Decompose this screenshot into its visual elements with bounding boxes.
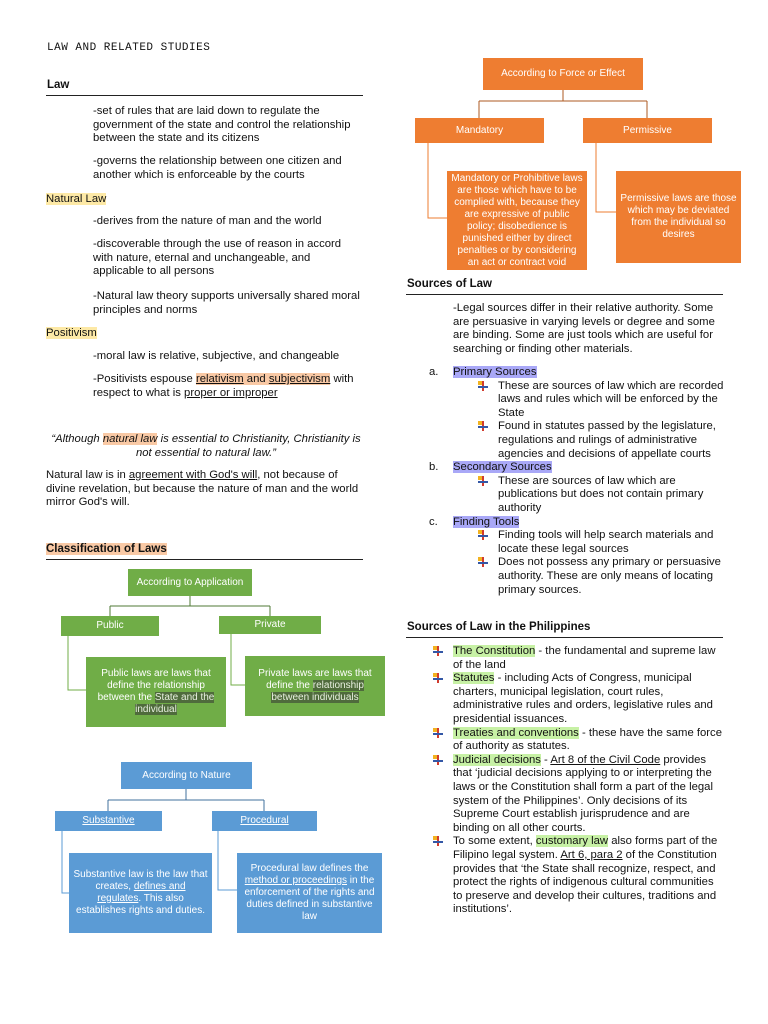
public-law-description: Public laws are laws that define the relationship between the State and the individual (86, 657, 226, 727)
primary-sources-label: Primary Sources (453, 366, 537, 378)
list-item: Found in statutes passed by the legislature, regulations and rulings of administrative agencies and decisions of appellate courts (474, 420, 729, 461)
diagram-node-permissive: Permissive (583, 118, 712, 143)
quote: “Although natural law is essential to Christianity, Christianity is not essential to natural law.” (51, 433, 361, 459)
procedural-law-description: Procedural law defines the method or proceedings in the enforcement of the rights and duties defined in substantive law (237, 853, 382, 933)
natural-law-point-1: -derives from the nature of man and the world (93, 215, 322, 227)
diagram-node-substantive: Substantive (55, 811, 162, 831)
natural-law-heading: Natural Law (46, 193, 107, 205)
bullet-icon (433, 646, 443, 656)
diagram-node-procedural: Procedural (212, 811, 317, 831)
law-definition-2: -governs the relationship between one citizen and another which is enforceable by the courts (93, 155, 342, 181)
diagram-node-public: Public (61, 616, 159, 636)
positivism-point-1: -moral law is relative, subjective, and changeable (93, 350, 340, 362)
bullet-icon (433, 673, 443, 683)
secondary-sources-label: Secondary Sources (453, 461, 552, 474)
list-item: a. Primary Sources These are sources of law which are recorded laws and rules which will be enforced by the State Found in statutes passed by the legislature, regulations and rulings of administrative agencies and decisions of appellate courts (429, 366, 729, 461)
ph-sources-list (429, 645, 725, 917)
document-title: LAW AND RELATED STUDIES (47, 42, 211, 54)
list-item: Does not possess any primary or persuasive authority. These are only means of locating primary sources. (474, 556, 729, 597)
list-item: c. Finding Tools Finding tools will help search materials and locate these legal sources Does not possess any primary or persuasive authority. These are only means of locating primary sources. (429, 516, 729, 598)
divider (406, 637, 723, 638)
diagram-node-mandatory: Mandatory (415, 118, 544, 143)
bullet-icon (433, 728, 443, 738)
list-item: The Constitution - the fundamental and supreme law of the land (429, 645, 725, 672)
law-heading: Law (47, 79, 70, 91)
list-item: b. Secondary Sources These are sources of law which are publications but does not contain primary authority (429, 461, 729, 515)
list-item: Judicial decisions - Art 8 of the Civil Code provides that ‘judicial decisions applying to or interpreting the laws or the Constitution shall form a part of the legal system of the Philippines’. Only decisions of its Supreme Court establish jurisprudence and are binding on all other courts. (429, 754, 725, 836)
natural-law-point-2: -discoverable through the use of reason in accord with nature, eternal and unchangeable, and applicable to all persons (93, 238, 342, 278)
divider (406, 294, 723, 295)
bullet-icon (433, 836, 443, 846)
bullet-icon (478, 530, 488, 540)
diagram-node-private: Private (219, 616, 321, 634)
sources-heading: Sources of Law (407, 278, 492, 290)
list-item: These are sources of law which are recorded laws and rules which will be enforced by the State (474, 380, 729, 421)
diagram-root-application: According to Application (128, 569, 252, 596)
finding-tools-label: Finding Tools (453, 515, 520, 528)
ph-sources-heading: Sources of Law in the Philippines (407, 621, 591, 633)
bullet-icon (478, 476, 488, 486)
bullet-icon (478, 557, 488, 567)
private-law-description: Private laws are laws that define the relationship between individuals (245, 656, 385, 716)
positivism-heading: Positivism (46, 327, 97, 339)
list-item: To some extent, customary law also forms part of the Filipino legal system. Art 6, para 2 of the Constitution provides that ‘the State shall recognize, respect, and protect the rights of indigenous cultural communities to preserve and develop their cultures, traditions and institutions’. (429, 835, 725, 917)
law-definition-1: -set of rules that are laid down to regulate the government of the state and control the relationship between the state and its citizens (93, 105, 351, 145)
substantive-law-description: Substantive law is the law that creates, defines and regulates. This also establishes rights and duties. (69, 853, 212, 933)
bullet-icon (478, 381, 488, 391)
list-item: These are sources of law which are publications but does not contain primary authority (474, 475, 729, 516)
sources-list (429, 366, 729, 597)
sources-intro: -Legal sources differ in their relative authority. Some are persuasive in varying levels or degree and some are binding. Some are just tools which are useful for searching or finding other materials. (453, 302, 715, 355)
bullet-icon (478, 421, 488, 431)
diagram-root-nature: According to Nature (121, 762, 252, 789)
mandatory-law-description: Mandatory or Prohibitive laws are those which have to be complied with, because they are expressive of public policy; disobedience is punished either by direct penalties or by considering an act or contract void (447, 171, 587, 270)
list-item: Statutes - including Acts of Congress, municipal charters, municipal legislation, court rules, administrative rules and orders, legislative rules and presidential issuances. (429, 672, 725, 726)
positivism-point-2: -Positivists espouse relativism and subjectivism with respect to what is proper or improper (93, 373, 354, 399)
list-item: Finding tools will help search materials and locate these legal sources (474, 529, 729, 556)
permissive-law-description: Permissive laws are those which may be deviated from the individual so desires (616, 171, 741, 263)
natural-law-note: Natural law is in agreement with God's will, not because of divine revelation, but because the nature of man and the world mirror God's will. (46, 469, 359, 509)
bullet-icon (433, 755, 443, 765)
list-item: Treaties and conventions - these have the same force of authority as statutes. (429, 727, 725, 754)
classification-heading: Classification of Laws (46, 543, 167, 555)
natural-law-point-3: -Natural law theory supports universally shared moral principles and norms (93, 290, 360, 316)
diagram-root-force: According to Force or Effect (483, 58, 643, 90)
